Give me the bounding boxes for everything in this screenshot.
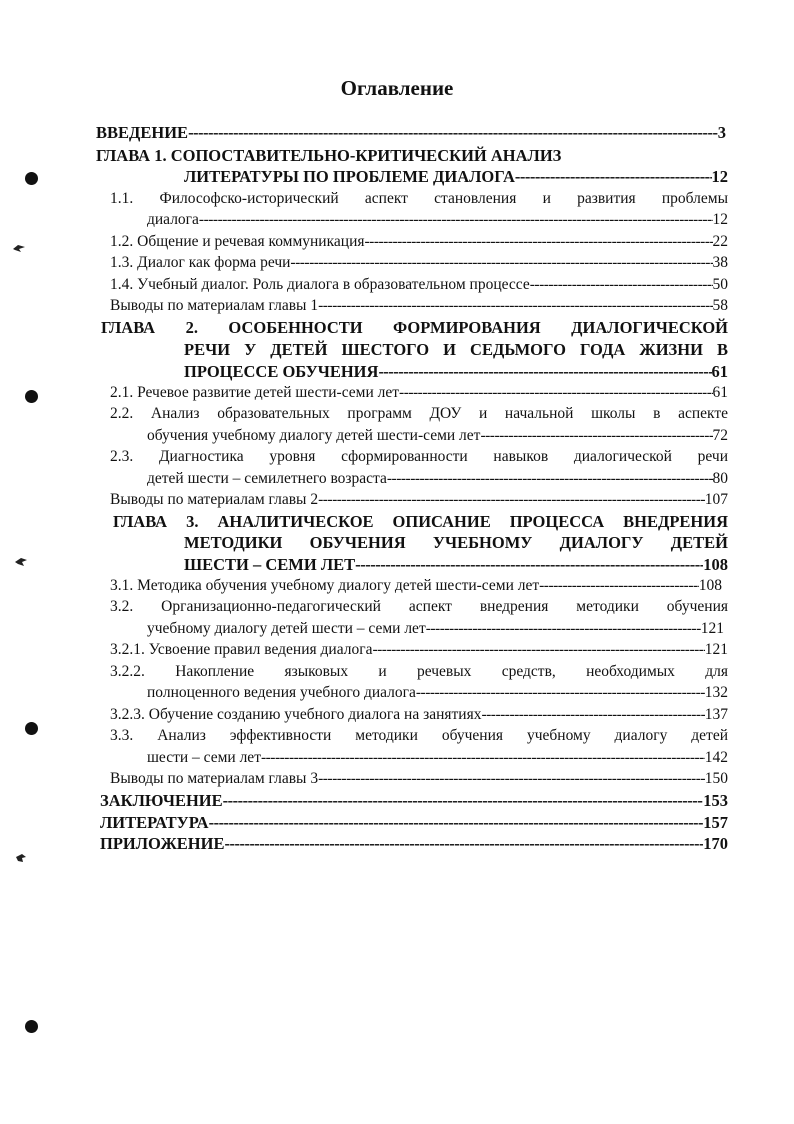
toc-entry-page: 121 [700, 620, 724, 637]
toc-entry-page: 170 [703, 834, 728, 853]
toc-entry-chapter-2-cont2[interactable] [184, 361, 728, 383]
toc-entry-text: 3.2.1. Усвоение правил ведения диалога [110, 641, 373, 658]
dot-leader [365, 231, 713, 253]
binder-hole-mark [25, 390, 38, 403]
toc-entry-3-2[interactable] [110, 596, 728, 618]
dot-leader [318, 295, 712, 317]
scan-speck-mark [14, 853, 28, 863]
toc-entry-text: ВВЕДЕНИЕ [96, 123, 189, 142]
toc-entry-page: 132 [704, 684, 728, 701]
binder-hole-mark [25, 1020, 38, 1033]
page-title: Оглавление [340, 76, 454, 100]
dot-leader [387, 468, 713, 490]
toc-entry-2-2-cont[interactable] [147, 425, 728, 447]
toc-entry-page: 12 [712, 211, 728, 228]
dot-leader [539, 575, 699, 597]
toc-entry-conclusions-1[interactable] [110, 295, 728, 317]
toc-entry-text: 3.2. Организационно-педагогический аспект внедрения методики обучения [110, 598, 728, 615]
toc-entry-page: 157 [703, 813, 728, 832]
toc-entry-3-2-2-cont[interactable] [147, 682, 728, 704]
toc-entry-chapter-2-cont[interactable] [184, 339, 728, 361]
toc-entry-text: Выводы по материалам главы 3 [110, 770, 319, 787]
toc-entry-page: 80 [712, 470, 728, 487]
toc-entry-page: 153 [703, 791, 728, 810]
dot-leader [416, 682, 705, 704]
toc-entry-text: шести – семи лет [147, 749, 261, 766]
dot-leader [378, 361, 711, 383]
toc-entry-1-2[interactable] [110, 231, 728, 253]
toc-entry-chapter-3-cont2[interactable] [184, 554, 728, 576]
dot-leader [399, 382, 712, 404]
toc-entry-1-3[interactable] [110, 252, 728, 274]
toc-entry-text: ЛИТЕРАТУРА [100, 813, 209, 832]
toc-entry-2-1[interactable] [110, 382, 728, 404]
toc-entry-text: Выводы по материалам главы 2 [110, 491, 319, 508]
toc-entry-text: 2.2. Анализ образовательных программ ДОУ и начальной школы в аспекте [110, 405, 728, 422]
toc-entry-3-2-2[interactable] [110, 661, 728, 683]
toc-entry-1-1-cont[interactable] [147, 209, 728, 231]
toc-entry-page: 108 [703, 555, 728, 574]
toc-entry-page: 3 [717, 123, 726, 142]
dot-leader [372, 639, 704, 661]
scan-speck-mark [14, 557, 28, 567]
toc-entry-2-2[interactable] [110, 403, 728, 425]
toc-entry-text: 3.1. Методика обучения учебному диалогу детей шести-семи лет [110, 577, 540, 594]
dot-leader [188, 122, 718, 144]
toc-entry-page: 61 [712, 384, 728, 401]
dot-leader [530, 274, 713, 296]
toc-entry-introduction[interactable] [96, 122, 726, 144]
toc-entry-text: учебному диалогу детей шести – семи лет [147, 620, 426, 637]
dot-leader [481, 704, 704, 726]
dot-leader [480, 425, 712, 447]
toc-entry-page: 61 [711, 362, 728, 381]
binder-hole-mark [25, 172, 38, 185]
dot-leader [223, 790, 704, 812]
toc-entry-page: 121 [704, 641, 728, 658]
toc-entry-3-3-cont[interactable] [147, 747, 728, 769]
toc-entry-text: 3.2.2. Накопление языковых и речевых средств, необходимых для [110, 663, 728, 680]
toc-entry-1-1[interactable] [110, 188, 728, 210]
toc-entry-text: диалога [147, 211, 199, 228]
scan-speck-mark [12, 243, 26, 253]
toc-entry-text: МЕТОДИКИ ОБУЧЕНИЯ УЧЕБНОМУ ДИАЛОГУ ДЕТЕЙ [184, 533, 728, 552]
toc-entry-text: ЛИТЕРАТУРЫ ПО ПРОБЛЕМЕ ДИАЛОГА [184, 167, 515, 186]
toc-entry-3-2-3[interactable] [110, 704, 728, 726]
dot-leader [224, 833, 703, 855]
dot-leader [318, 489, 705, 511]
dot-leader [209, 812, 704, 834]
dot-leader [355, 554, 703, 576]
toc-entry-chapter-1-cont[interactable] [184, 166, 728, 188]
dot-leader [426, 618, 701, 640]
toc-entry-text: 1.1. Философско-исторический аспект становления и развития проблемы [110, 190, 728, 207]
toc-entry-page: 107 [704, 491, 728, 508]
toc-entry-appendix[interactable] [100, 833, 728, 855]
toc-entry-text: полноценного ведения учебного диалога [147, 684, 416, 701]
toc-entry-chapter-2[interactable] [101, 317, 728, 339]
toc-entry-text: 3.2.3. Обучение созданию учебного диалога на занятиях [110, 706, 482, 723]
toc-entry-conclusions-2[interactable] [110, 489, 728, 511]
toc-entry-text: обучения учебному диалогу детей шести-семи лет [147, 427, 481, 444]
toc-entry-chapter-3-cont[interactable] [184, 532, 728, 554]
toc-entry-text: детей шести – семилетнего возраста [147, 470, 387, 487]
toc-entry-chapter-3[interactable] [113, 511, 728, 533]
toc-entry-chapter-1[interactable] [96, 145, 656, 167]
toc-entry-text: 3.3. Анализ эффективности методики обучения учебному диалогу детей [110, 727, 728, 744]
toc-entry-page: 150 [704, 770, 728, 787]
toc-entry-text: РЕЧИ У ДЕТЕЙ ШЕСТОГО И СЕДЬМОГО ГОДА ЖИЗНИ В [184, 340, 728, 359]
dot-leader [318, 768, 705, 790]
dot-leader [199, 209, 713, 231]
toc-entry-3-1[interactable] [110, 575, 722, 597]
toc-entry-conclusions-3[interactable] [110, 768, 728, 790]
toc-entry-page: 142 [704, 749, 728, 766]
toc-entry-1-4[interactable] [110, 274, 728, 296]
toc-entry-text: ПРИЛОЖЕНИЕ [100, 834, 225, 853]
toc-entry-page: 12 [711, 167, 728, 186]
toc-entry-text: ГЛАВА 1. СОПОСТАВИТЕЛЬНО-КРИТИЧЕСКИЙ АНАЛИЗ [96, 146, 562, 165]
toc-entry-page: 137 [704, 706, 728, 723]
toc-entry-text: 1.3. Диалог как форма речи [110, 254, 291, 271]
dot-leader [290, 252, 712, 274]
toc-entry-text: 2.1. Речевое развитие детей шести-семи лет [110, 384, 400, 401]
toc-entry-page: 58 [712, 297, 728, 314]
toc-entry-page: 50 [712, 276, 728, 293]
toc-entry-text: ЗАКЛЮЧЕНИЕ [100, 791, 223, 810]
toc-entry-page: 108 [698, 577, 722, 594]
toc-entry-text: 1.2. Общение и речевая коммуникация [110, 233, 365, 250]
toc-entry-text: ШЕСТИ – СЕМИ ЛЕТ [184, 555, 356, 574]
dot-leader [261, 747, 705, 769]
toc-entry-page: 38 [712, 254, 728, 271]
toc-entry-conclusion[interactable] [100, 790, 728, 812]
binder-hole-mark [25, 722, 38, 735]
toc-entry-2-3-cont[interactable] [147, 468, 728, 490]
toc-entry-text: ГЛАВА 3. АНАЛИТИЧЕСКОЕ ОПИСАНИЕ ПРОЦЕССА ВНЕДРЕНИЯ [113, 512, 728, 531]
toc-entry-text: ГЛАВА 2. ОСОБЕННОСТИ ФОРМИРОВАНИЯ ДИАЛОГИЧЕСКОЙ [101, 318, 728, 337]
toc-entry-page: 22 [712, 233, 728, 250]
toc-entry-3-2-cont[interactable] [147, 618, 724, 640]
dot-leader [515, 166, 712, 188]
toc-entry-references[interactable] [100, 812, 728, 834]
toc-entry-3-2-1[interactable] [110, 639, 728, 661]
toc-entry-text: Выводы по материалам главы 1 [110, 297, 319, 314]
toc-entry-text: ПРОЦЕССЕ ОБУЧЕНИЯ [184, 362, 379, 381]
toc-entry-text: 2.3. Диагностика уровня сформированности навыков диалогической речи [110, 448, 728, 465]
toc-entry-2-3[interactable] [110, 446, 728, 468]
toc-entry-page: 72 [712, 427, 728, 444]
toc-entry-text: 1.4. Учебный диалог. Роль диалога в образовательном процессе [110, 276, 530, 293]
toc-entry-3-3[interactable] [110, 725, 728, 747]
